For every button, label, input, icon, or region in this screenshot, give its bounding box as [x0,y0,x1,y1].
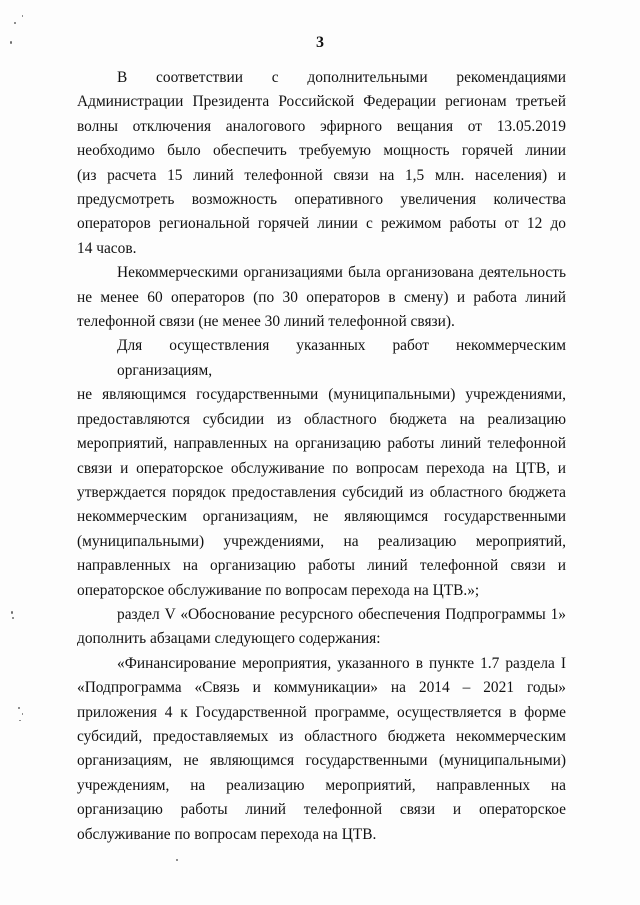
scan-speck [19,720,21,721]
paragraph-2 [77,261,566,334]
text-line: телефонной связи (не менее 30 линий телефонной связи). [77,313,455,331]
text-line: Для осуществления указанных работ некоммерческим организациям, [117,337,566,379]
text-line: (муниципальными) учреждениями, на реализацию мероприятий, [77,532,566,550]
text-line: обслуживание по вопросам перехода на ЦТВ. [77,825,377,843]
text-line: (из расчета 15 линий телефонной связи на 1,5 млн. населения) и [77,166,566,184]
text-line: раздел V «Обоснование ресурсного обеспечения Подпрограммы 1» [117,605,566,623]
scan-speck [11,611,13,614]
text-line: организацию работы линий телефонной связи и операторское [77,801,566,819]
text-line: дополнить абзацами следующего содержания: [77,630,381,648]
text-line: мероприятий, направленных на организацию работы линий телефонной [77,435,566,453]
paragraph-1 [77,66,566,261]
text-line: предусмотреть возможность оперативного увеличения количества [77,191,566,209]
document-body [77,66,566,847]
text-line: не являющимся государственными (муниципальными) учреждениями, [77,386,566,404]
text-line: Некоммерческими организациями была организована деятельность [117,264,566,282]
text-line: необходимо было обеспечить требуемую мощность горячей линии [77,142,566,160]
text-line: предоставляются субсидии из областного бюджета на реализацию [77,410,566,428]
text-line: организациям, не являющимся государственными (муниципальными) [77,752,566,770]
text-line: «Подпрограмма «Связь и коммуникации» на 2014 – 2021 годы» [77,679,566,697]
scan-speck [18,707,20,709]
text-line: В соответствии с дополнительными рекомендациями [117,69,566,86]
text-line: 14 часов. [77,239,137,257]
text-line: операторов региональной горячей линии с режимом работы от 12 до [77,215,566,233]
text-line: приложения 4 к Государственной программе, осуществляется в форме [77,703,566,721]
text-line: Администрации Президента Российской Федерации регионам третьей [77,93,566,111]
text-line: некоммерческим организациям, не являющимся государственными [77,508,566,526]
scan-speck [22,15,23,17]
page-number: 3 [316,34,324,51]
text-line: субсидий, предоставляемых из областного бюджета некоммерческим [77,727,566,745]
scan-speck [176,859,178,861]
paragraph-3 [77,334,566,602]
scan-speck [12,617,14,619]
paragraph-4 [77,603,566,652]
scan-speck [14,22,16,24]
text-line: операторское обслуживание по вопросам перехода на ЦТВ.»; [77,581,480,599]
scan-speck [22,713,23,715]
text-line: «Финансирование мероприятия, указанного в пункте 1.7 раздела I [117,654,566,672]
text-line: учреждениям, на реализацию мероприятий, направленных на [77,776,566,794]
text-line: направленных на организацию работы линий телефонной связи и [77,557,566,575]
text-line: не менее 60 операторов (по 30 операторов в смену) и работа линий [77,288,566,306]
text-line: связи и операторское обслуживание по вопросам перехода на ЦТВ, и [77,459,566,477]
scan-speck [10,41,12,44]
text-line: утверждается порядок предоставления субсидий из областного бюджета [77,483,566,501]
text-line: волны отключения аналогового эфирного вещания от 13.05.2019 [77,117,566,135]
paragraph-5 [77,652,566,847]
